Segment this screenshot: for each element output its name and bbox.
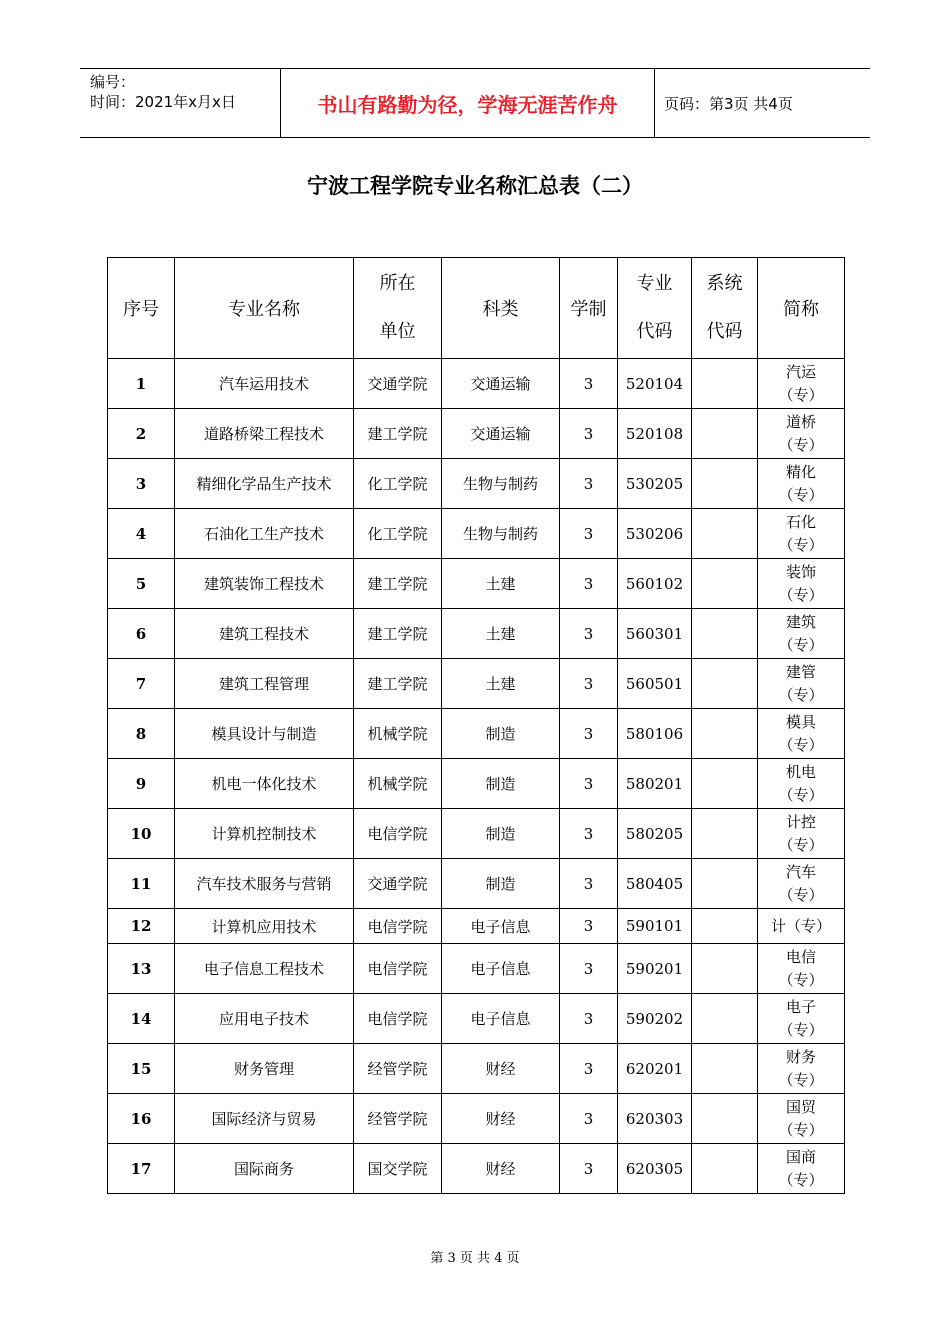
row-system-code [692,994,758,1044]
row-index: 13 [108,944,175,994]
row-abbr: 建筑（专） [758,609,845,659]
row-system-code [692,359,758,409]
row-code: 620303 [618,1094,692,1144]
row-major: 道路桥梁工程技术 [175,409,354,459]
row-code: 620201 [618,1044,692,1094]
row-system-code [692,709,758,759]
row-unit: 国交学院 [354,1144,442,1194]
row-system-code [692,809,758,859]
row-unit: 建工学院 [354,609,442,659]
row-code: 580106 [618,709,692,759]
row-abbr: 道桥（专） [758,409,845,459]
row-duration: 3 [560,409,618,459]
row-major: 应用电子技术 [175,994,354,1044]
row-major: 模具设计与制造 [175,709,354,759]
row-abbr: 财务（专） [758,1044,845,1094]
row-code: 620305 [618,1144,692,1194]
row-duration: 3 [560,659,618,709]
table-row [108,359,845,409]
header-syscode-line1: 系统 [706,273,743,294]
header-unit-line1: 所在 [379,273,416,294]
row-abbr: 国商（专） [758,1144,845,1194]
row-category: 电子信息 [442,909,560,944]
row-unit: 机械学院 [354,709,442,759]
row-index: 7 [108,659,175,709]
table-header-row [108,258,845,359]
row-duration: 3 [560,459,618,509]
page-footer: 第 3 页 共 4 页 [430,1251,520,1266]
row-abbr: 精化（专） [758,459,845,509]
header-index: 序号 [108,258,175,359]
row-abbr: 电子（专） [758,994,845,1044]
table-row [108,909,845,944]
row-duration: 3 [560,609,618,659]
row-index: 17 [108,1144,175,1194]
table-row [108,659,845,709]
row-unit: 建工学院 [354,659,442,709]
header-unit-line2: 单位 [379,321,416,342]
table-row [108,1094,845,1144]
row-system-code [692,1044,758,1094]
row-abbr: 机电（专） [758,759,845,809]
header-unit [354,258,442,359]
row-category: 土建 [442,559,560,609]
row-unit: 化工学院 [354,459,442,509]
row-abbr: 建管（专） [758,659,845,709]
row-duration: 3 [560,559,618,609]
row-major: 建筑工程技术 [175,609,354,659]
row-abbr: 汽车（专） [758,859,845,909]
header-divider [654,69,655,137]
row-unit: 化工学院 [354,509,442,559]
header-syscode-line2: 代码 [706,321,743,342]
row-code: 530206 [618,509,692,559]
row-category: 财经 [442,1044,560,1094]
table-row [108,609,845,659]
row-major: 精细化学品生产技术 [175,459,354,509]
row-code: 590101 [618,909,692,944]
row-code: 560501 [618,659,692,709]
row-system-code [692,759,758,809]
row-duration: 3 [560,709,618,759]
row-code: 580405 [618,859,692,909]
row-index: 10 [108,809,175,859]
row-index: 2 [108,409,175,459]
row-system-code [692,859,758,909]
row-category: 交通运输 [442,409,560,459]
row-major: 建筑工程管理 [175,659,354,709]
row-category: 制造 [442,809,560,859]
row-unit: 电信学院 [354,994,442,1044]
row-index: 9 [108,759,175,809]
row-duration: 3 [560,1144,618,1194]
row-duration: 3 [560,1094,618,1144]
row-major: 电子信息工程技术 [175,944,354,994]
row-system-code [692,1144,758,1194]
row-major: 国际经济与贸易 [175,1094,354,1144]
row-category: 制造 [442,759,560,809]
row-abbr: 计（专） [758,909,845,944]
row-index: 6 [108,609,175,659]
row-category: 财经 [442,1144,560,1194]
row-category: 土建 [442,609,560,659]
row-duration: 3 [560,759,618,809]
page-title: 宁波工程学院专业名称汇总表（二） [307,174,643,198]
row-index: 3 [108,459,175,509]
row-duration: 3 [560,994,618,1044]
row-major: 石油化工生产技术 [175,509,354,559]
row-abbr: 计控（专） [758,809,845,859]
header-system-code [692,258,758,359]
row-unit: 经管学院 [354,1044,442,1094]
row-code: 590201 [618,944,692,994]
document-header [80,68,870,138]
header-category: 科类 [442,258,560,359]
row-index: 16 [108,1094,175,1144]
row-system-code [692,1094,758,1144]
header-code-line2: 代码 [636,321,673,342]
row-index: 1 [108,359,175,409]
header-duration: 学制 [560,258,618,359]
header-page-info: 页码：第3页 共4页 [664,94,793,113]
row-index: 15 [108,1044,175,1094]
header-code [618,258,692,359]
row-major: 建筑装饰工程技术 [175,559,354,609]
header-meta [80,69,280,137]
row-duration: 3 [560,944,618,994]
row-major: 计算机控制技术 [175,809,354,859]
header-motto: 书山有路勤为径，学海无涯苦作舟 [317,92,618,117]
row-category: 制造 [442,709,560,759]
row-category: 土建 [442,659,560,709]
row-unit: 电信学院 [354,944,442,994]
row-major: 国际商务 [175,1144,354,1194]
row-major: 机电一体化技术 [175,759,354,809]
row-category: 生物与制药 [442,509,560,559]
row-system-code [692,944,758,994]
row-category: 交通运输 [442,359,560,409]
row-index: 8 [108,709,175,759]
table-row [108,759,845,809]
row-system-code [692,459,758,509]
row-category: 财经 [442,1094,560,1144]
row-duration: 3 [560,909,618,944]
row-duration: 3 [560,859,618,909]
row-unit: 电信学院 [354,909,442,944]
row-code: 590202 [618,994,692,1044]
row-category: 电子信息 [442,944,560,994]
row-unit: 建工学院 [354,409,442,459]
row-major: 财务管理 [175,1044,354,1094]
row-code: 560102 [618,559,692,609]
table-row [108,859,845,909]
row-major: 计算机应用技术 [175,909,354,944]
row-abbr: 模具（专） [758,709,845,759]
row-unit: 交通学院 [354,359,442,409]
row-system-code [692,909,758,944]
table-row [108,409,845,459]
row-category: 生物与制药 [442,459,560,509]
row-duration: 3 [560,509,618,559]
row-major: 汽车技术服务与营销 [175,859,354,909]
row-category: 电子信息 [442,994,560,1044]
row-system-code [692,409,758,459]
table-row [108,509,845,559]
row-abbr: 装饰（专） [758,559,845,609]
time-label: 时间：2021年x月x日 [90,93,236,111]
row-category: 制造 [442,859,560,909]
table-row [108,709,845,759]
row-unit: 电信学院 [354,809,442,859]
row-index: 5 [108,559,175,609]
row-index: 12 [108,909,175,944]
row-duration: 3 [560,359,618,409]
row-abbr: 石化（专） [758,509,845,559]
row-unit: 机械学院 [354,759,442,809]
row-system-code [692,509,758,559]
header-major: 专业名称 [175,258,354,359]
table-row [108,1044,845,1094]
header-code-line1: 专业 [636,273,673,294]
row-major: 汽车运用技术 [175,359,354,409]
row-system-code [692,659,758,709]
table-row [108,809,845,859]
row-abbr: 电信（专） [758,944,845,994]
row-system-code [692,559,758,609]
row-index: 14 [108,994,175,1044]
row-index: 4 [108,509,175,559]
row-abbr: 汽运（专） [758,359,845,409]
row-code: 560301 [618,609,692,659]
row-code: 580201 [618,759,692,809]
number-label: 编号： [90,73,136,91]
row-code: 580205 [618,809,692,859]
row-system-code [692,609,758,659]
table-row [108,1144,845,1194]
table-row [108,994,845,1044]
header-abbr: 简称 [758,258,845,359]
row-unit: 建工学院 [354,559,442,609]
table-row [108,944,845,994]
row-unit: 经管学院 [354,1094,442,1144]
row-index: 11 [108,859,175,909]
row-duration: 3 [560,1044,618,1094]
table-row [108,459,845,509]
majors-table [107,257,845,1194]
row-code: 520108 [618,409,692,459]
row-code: 530205 [618,459,692,509]
table-row [108,559,845,609]
row-abbr: 国贸（专） [758,1094,845,1144]
row-code: 520104 [618,359,692,409]
row-duration: 3 [560,809,618,859]
row-unit: 交通学院 [354,859,442,909]
